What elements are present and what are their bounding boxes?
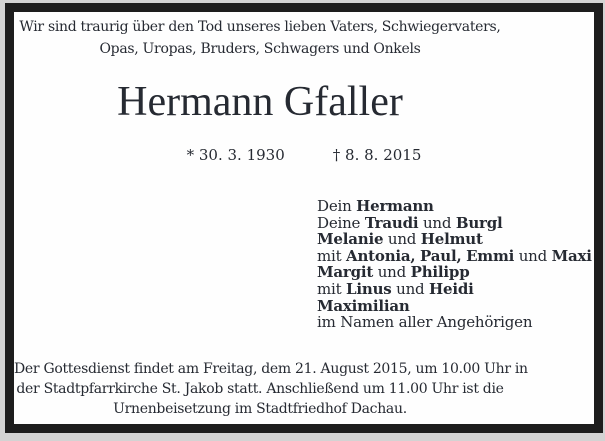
family-line: Maximilian [317,296,410,315]
deceased-name: Hermann Gfaller [117,79,403,125]
service-line: Der Gottesdienst findet am Freitag, dem 21. August 2015, um 10.00 Uhr in [14,361,528,377]
birth-date: * 30. 3. 1930 [186,146,285,164]
intro-line: Wir sind traurig über den Tod unseres lieben Vaters, Schwiegervaters, [19,19,501,35]
family-line: im Namen aller Angehörigen [317,313,533,332]
family-line: mit Antonia, Paul, Emmi und Maxi [317,246,592,265]
family-line: Margit und Philipp [317,263,470,282]
intro-text [14,16,506,60]
card-content [14,12,594,424]
family-line: Dein Hermann [317,197,434,215]
family-line: Melanie und Helmut [317,230,483,249]
service-line: der Stadtpfarrkirche St. Jakob statt. Anschließend um 11.00 Uhr ist die [16,381,504,397]
family-line: Deine Traudi und Burgl [317,213,503,232]
death-notice-card [5,3,603,433]
family-line: mit Linus und Heidi [317,279,474,298]
intro-line: Opas, Uropas, Bruders, Schwagers und Onkels [99,41,421,57]
family-signatures [317,198,592,331]
death-date: † 8. 8. 2015 [332,146,422,164]
life-dates [14,145,594,165]
service-line: Urnenbeisetzung im Stadtfriedhof Dachau. [113,401,407,417]
service-details [14,359,528,419]
